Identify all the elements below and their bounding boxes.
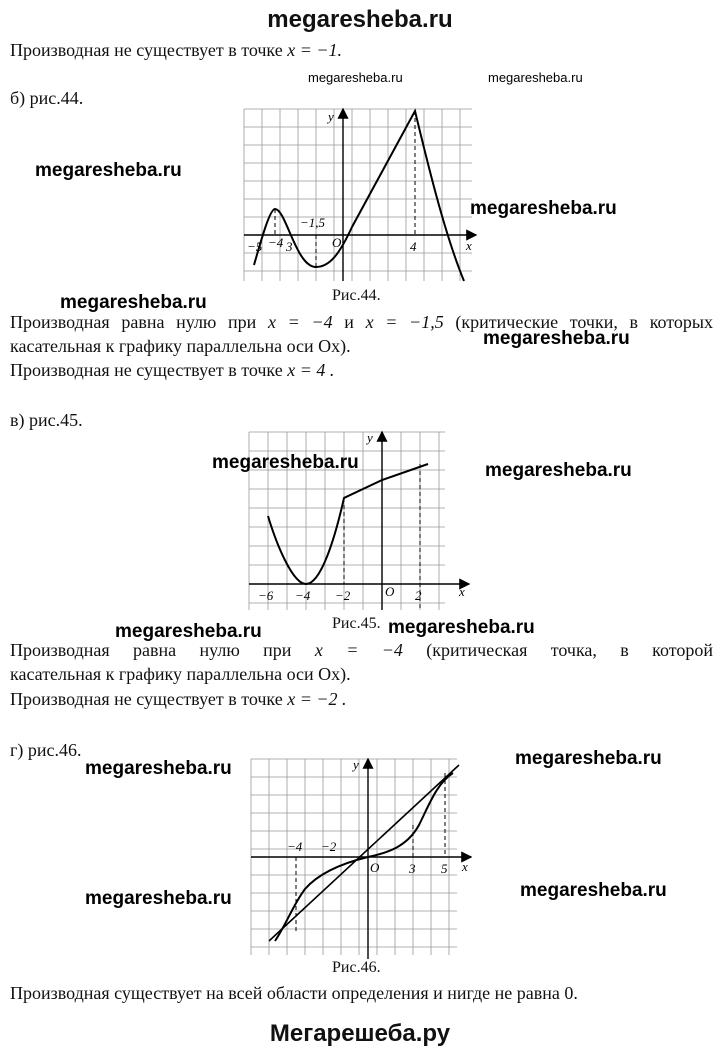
fig44-tick-m5: −5 xyxy=(247,239,263,254)
fig44-y-label: y xyxy=(328,109,334,124)
part-v-text-1: Производная равна нулю при x = −4 (критическая точка, в которой xyxy=(10,640,714,660)
figure-46 xyxy=(247,755,472,960)
fig46-x-label: x xyxy=(462,859,468,874)
watermark-1: megaresheba.ru xyxy=(35,160,182,181)
fig45-caption: Рис.45. xyxy=(332,615,381,632)
fig44-caption: Рис.44. xyxy=(332,287,381,304)
fig46-tick-3: 3 xyxy=(409,861,416,876)
fig46-y-label: y xyxy=(353,757,359,772)
part-g-label: г) рис.46. xyxy=(10,740,82,760)
fig45-tick-m4: −4 xyxy=(295,588,311,603)
watermark-11: megaresheba.ru xyxy=(520,880,667,901)
watermark-5: megaresheba.ru xyxy=(212,452,359,473)
header-site-name: megaresheba.ru xyxy=(267,6,453,33)
fig45-y-label: y xyxy=(367,430,373,445)
fig44-tick-4: 4 xyxy=(410,239,417,254)
part-b-text-3: Производная не существует в точке x = 4 . xyxy=(10,360,335,380)
fig45-tick-2: 2 xyxy=(415,588,422,603)
part-v-text-3: Производная не существует в точке x = −2 . xyxy=(10,689,347,709)
fig46-tick-5: 5 xyxy=(441,861,448,876)
fig46-tick-m4: −4 xyxy=(287,839,303,854)
part-b-label: б) рис.44. xyxy=(10,88,84,108)
watermark-12: megaresheba.ru xyxy=(85,888,232,909)
part-g-text-1: Производная существует на всей области определения и нигде не равна 0. xyxy=(10,983,578,1003)
part-v-label: в) рис.45. xyxy=(10,410,83,430)
fig45-tick-m6: −6 xyxy=(258,588,274,603)
watermark-3: megaresheba.ru xyxy=(60,292,207,313)
watermark-small-1: megaresheba.ru xyxy=(308,70,403,85)
fig44-x-label: x xyxy=(466,238,472,253)
part-v-text-2: касательная к графику параллельна оси Ox). xyxy=(10,664,351,684)
watermark-7: megaresheba.ru xyxy=(115,621,262,642)
fig45-tick-m2: −2 xyxy=(335,588,351,603)
footer-site-name: Мегарешеба.ру xyxy=(269,1020,451,1047)
fig44-tick-m4: −4 xyxy=(268,235,284,250)
fig45-origin: O xyxy=(385,584,395,599)
figure-44 xyxy=(240,105,480,285)
fig45-x-label: x xyxy=(459,584,465,599)
watermark-small-2: megaresheba.ru xyxy=(488,70,583,85)
watermark-9: megaresheba.ru xyxy=(515,748,662,769)
fig44-tick-m3: 3 xyxy=(286,239,293,254)
watermark-10: megaresheba.ru xyxy=(85,758,232,779)
watermark-2: megaresheba.ru xyxy=(470,198,617,219)
watermark-4: megaresheba.ru xyxy=(483,328,630,349)
part-b-text-1: Производная равна нулю при x = −4 и x = −1,5 (критические точки, в которых xyxy=(10,312,714,332)
watermark-6: megaresheba.ru xyxy=(485,460,632,481)
part-b-text-2: касательная к графику параллельна оси Ox). xyxy=(10,336,351,356)
fig44-origin: O xyxy=(332,235,342,250)
fig46-caption: Рис.46. xyxy=(332,959,381,976)
fig46-tick-m2: −2 xyxy=(321,839,337,854)
fig46-origin: O xyxy=(370,860,380,875)
watermark-8: megaresheba.ru xyxy=(388,617,535,638)
fig44-tick-m1-5: −1,5 xyxy=(300,215,326,230)
text-line-1: Производная не существует в точке x = −1. xyxy=(10,40,342,60)
